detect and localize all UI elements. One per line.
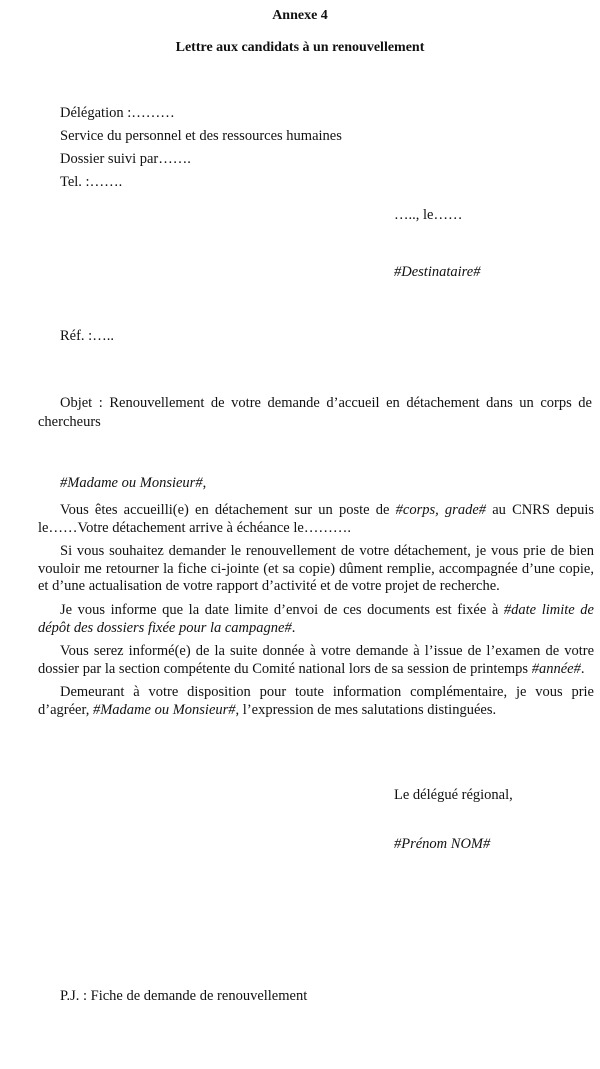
paragraph-5 [38, 684, 594, 719]
sender-block [60, 102, 342, 194]
paragraph-4 [38, 643, 594, 678]
recipient: #Destinataire# [394, 264, 481, 280]
p3-placeholder: #date limite de dépôt des dossiers fixée pour la campagne# [38, 601, 594, 636]
paragraph-2: Si vous souhaitez demander le renouvellement de votre détachement, je vous prie de bien vouloir me retourner la fiche ci-jointe (et sa copie) dûment remplie, accompagnée d’une copie, et d’une actualisation de votre rapport d’activité et de votre projet de recherche. [38, 543, 594, 595]
p4-placeholder: #année# [531, 660, 581, 677]
p4-text-c: . [580, 660, 585, 677]
p4-text-a: Vous serez informé(e) de la suite donnée à votre demande à l’issue de l’examen de votre dossier par la section compétente du Comité national lors de sa session de printemps [38, 643, 594, 677]
letter-body [38, 502, 594, 726]
annexe-label: Annexe 4 [272, 8, 328, 23]
paragraph-3 [38, 602, 594, 637]
p1-text-a: Vous êtes accueilli(e) en détachement sur un poste de [60, 502, 396, 518]
p1-placeholder: #corps, grade# [395, 502, 487, 518]
signature-name: #Prénom NOM# [394, 836, 491, 852]
paragraph-1 [38, 502, 594, 537]
p5-placeholder: #Madame ou Monsieur# [92, 701, 236, 718]
reference: Réf. :….. [60, 328, 114, 344]
p1-text-c: au CNRS depuis le……Votre détachement arrive à échéance le………. [38, 502, 594, 536]
p3-text-a: Je vous informe que la date limite d’envoi de ces documents est fixée à [60, 601, 504, 618]
sender-service: Service du personnel et des ressources humaines [60, 128, 342, 144]
signature-role: Le délégué régional, [394, 787, 513, 803]
p3-text-c: . [291, 619, 296, 636]
salutation [60, 475, 206, 492]
p5-text-c: , l’expression de mes salutations distinguées. [235, 701, 497, 718]
attachment-note: P.J. : Fiche de demande de renouvellement [60, 988, 308, 1004]
p5-text-a: Demeurant à votre disposition pour toute information complémentaire, je vous prie d’agréer, [38, 684, 594, 718]
subject-line: Objet : Renouvellement de votre demande d’accueil en détachement dans un corps de chercheurs [38, 395, 592, 430]
sender-dossier: Dossier suivi par……. [60, 151, 191, 167]
sender-delegation: Délégation :……… [60, 105, 175, 121]
place-date: ….., le…… [394, 207, 463, 223]
sender-tel: Tel. :……. [60, 174, 123, 190]
salutation-suffix: , [202, 475, 207, 491]
letter-title: Lettre aux candidats à un renouvellement [175, 40, 425, 55]
salutation-name: #Madame ou Monsieur# [60, 475, 203, 491]
